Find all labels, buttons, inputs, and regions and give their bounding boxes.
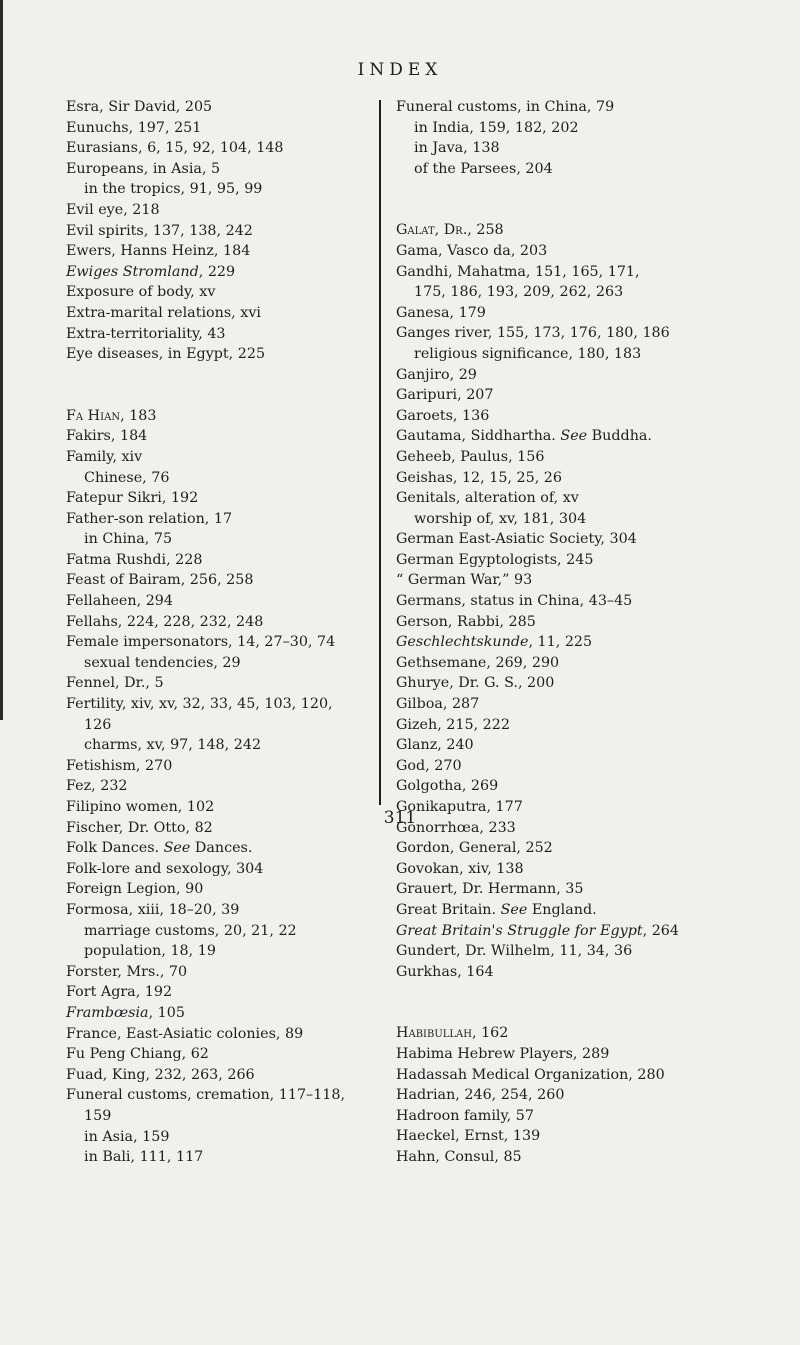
- index-entry: Ewers, Hanns Heinz, 184: [66, 243, 251, 260]
- index-entry: Gonorrhœa, 233: [396, 819, 516, 836]
- index-entry: Foreign Legion, 90: [66, 881, 204, 898]
- index-subentry: charms, xv, 97, 148, 242: [84, 737, 262, 754]
- index-entry: Forster, Mrs., 70: [66, 963, 188, 980]
- index-entry: Fellahs, 224, 228, 232, 248: [66, 613, 264, 630]
- index-entry: Fatepur Sikri, 192: [66, 490, 199, 507]
- index-entry: Formosa, xiii, 18–20, 39: [66, 901, 240, 918]
- index-entry: Extra-marital relations, xvi: [66, 304, 261, 321]
- index-entry: Gethsemane, 269, 290: [396, 654, 560, 671]
- index-entry: Exposure of body, xv: [66, 284, 216, 301]
- page-title: INDEX: [357, 60, 443, 80]
- index-entry: Gandhi, Mahatma, 151, 165, 171,: [396, 263, 640, 280]
- index-subentry: in India, 159, 182, 202: [414, 119, 579, 136]
- index-subentry: of the Parsees, 204: [414, 160, 553, 177]
- page-number: 311: [383, 808, 417, 828]
- section-gap: [396, 982, 734, 1023]
- index-entry: Galat, Dr., 258: [396, 222, 504, 239]
- index-entry: Eunuchs, 197, 251: [66, 119, 202, 136]
- index-entry: Fa Hian, 183: [66, 407, 157, 424]
- index-entry: Ghurye, Dr. G. S., 200: [396, 675, 555, 692]
- index-subentry: Chinese, 76: [84, 469, 170, 486]
- index-entry: “ German War,” 93: [396, 572, 533, 589]
- index-entry: Fort Agra, 192: [66, 984, 173, 1001]
- index-entry: Female impersonators, 14, 27–30, 74: [66, 634, 336, 651]
- index-entry: Esra, Sir David, 205: [66, 99, 213, 115]
- index-entry: Germans, status in China, 43–45: [396, 593, 633, 610]
- index-entry: Gilboa, 287: [396, 696, 480, 713]
- index-entry: Hadroon family, 57: [396, 1107, 534, 1124]
- index-entry: Great Britain's Struggle for Egypt, 264: [396, 922, 679, 939]
- index-subentry: 126: [84, 716, 112, 733]
- index-entry: German Egyptologists, 245: [396, 551, 594, 568]
- index-entry: Gizeh, 215, 222: [396, 716, 510, 733]
- column-divider: [379, 100, 381, 805]
- index-subentry: religious significance, 180, 183: [414, 345, 642, 362]
- index-entry: God, 270: [396, 757, 462, 774]
- index-subentry: population, 18, 19: [84, 943, 216, 960]
- index-entry: Funeral customs, cremation, 117–118,: [66, 1087, 346, 1104]
- section-gap: [396, 179, 734, 220]
- index-entry: Gurkhas, 164: [396, 963, 494, 980]
- index-entry: Funeral customs, in China, 79: [396, 99, 615, 115]
- index-entry: Extra-territoriality, 43: [66, 325, 226, 342]
- index-entry: Fuad, King, 232, 263, 266: [66, 1066, 255, 1083]
- index-entry: Folk-lore and sexology, 304: [66, 860, 264, 877]
- index-entry: Fischer, Dr. Otto, 82: [66, 819, 213, 836]
- index-subentry: sexual tendencies, 29: [84, 654, 241, 671]
- index-entry: France, East-Asiatic colonies, 89: [66, 1025, 304, 1042]
- index-entry: Fu Peng Chiang, 62: [66, 1046, 209, 1063]
- index-entry: Geheeb, Paulus, 156: [396, 448, 545, 465]
- index-entry: Ganjiro, 29: [396, 366, 477, 383]
- index-entry: Ewiges Stromland, 229: [66, 263, 236, 280]
- index-subentry: in Asia, 159: [84, 1128, 170, 1145]
- index-entry: Habibullah, 162: [396, 1025, 509, 1042]
- index-entry: Evil spirits, 137, 138, 242: [66, 222, 253, 239]
- index-subentry: in China, 75: [84, 531, 173, 548]
- index-entry: Feast of Bairam, 256, 258: [66, 572, 254, 589]
- index-entry: Fertility, xiv, xv, 32, 33, 45, 103, 120,: [66, 696, 333, 713]
- index-entry: Genitals, alteration of, xv: [396, 490, 579, 507]
- index-entry: Glanz, 240: [396, 737, 474, 754]
- index-entry: Fatma Rushdi, 228: [66, 551, 203, 568]
- index-entry: Golgotha, 269: [396, 778, 499, 795]
- index-entry: Filipino women, 102: [66, 799, 215, 815]
- index-entry: Gundert, Dr. Wilhelm, 11, 34, 36: [396, 943, 633, 960]
- index-subentry: in the tropics, 91, 95, 99: [84, 181, 263, 198]
- index-entry: Ganesa, 179: [396, 304, 486, 321]
- index-entry: Eye diseases, in Egypt, 225: [66, 346, 266, 363]
- index-entry: Europeans, in Asia, 5: [66, 160, 221, 177]
- index-entry: Family, xiv: [66, 448, 143, 465]
- index-entry: Geishas, 12, 15, 25, 26: [396, 469, 562, 486]
- index-entry: Grauert, Dr. Hermann, 35: [396, 881, 584, 898]
- index-entry: Govokan, xiv, 138: [396, 860, 524, 877]
- section-gap: [66, 365, 378, 406]
- index-entry: Folk Dances. See Dances.: [66, 840, 253, 857]
- index-subentry: worship of, xv, 181, 304: [414, 510, 587, 527]
- index-entry: Hadrian, 246, 254, 260: [396, 1087, 565, 1104]
- index-entry: Fetishism, 270: [66, 757, 173, 774]
- index-entry: Great Britain. See England.: [396, 901, 597, 918]
- index-entry: Habima Hebrew Players, 289: [396, 1045, 610, 1062]
- index-entry: Gautama, Siddhartha. See Buddha.: [396, 428, 652, 445]
- index-entry: Frambœsia, 105: [66, 1004, 185, 1021]
- index-entry: Fellaheen, 294: [66, 593, 173, 610]
- index-entry: Gama, Vasco da, 203: [396, 242, 548, 259]
- page-edge-shadow: [0, 0, 3, 720]
- index-entry: Garipuri, 207: [396, 387, 494, 404]
- index-entry: Evil eye, 218: [66, 201, 160, 218]
- index-entry: Father-son relation, 17: [66, 510, 233, 527]
- index-entry: Gonikaputra, 177: [396, 799, 523, 815]
- index-subentry: marriage customs, 20, 21, 22: [84, 922, 297, 939]
- index-subentry: in Bali, 111, 117: [84, 1149, 204, 1166]
- index-entry: Fennel, Dr., 5: [66, 675, 164, 692]
- index-subentry: in Java, 138: [414, 140, 500, 157]
- index-entry: Haeckel, Ernst, 139: [396, 1128, 541, 1145]
- index-entry: Eurasians, 6, 15, 92, 104, 148: [66, 140, 284, 157]
- index-column-right: [396, 97, 734, 1168]
- index-entry: Hadassah Medical Organization, 280: [396, 1066, 665, 1083]
- index-entry: Gordon, General, 252: [396, 840, 553, 857]
- index-entry: Garoets, 136: [396, 407, 490, 424]
- index-entry: Fakirs, 184: [66, 428, 148, 445]
- index-entry: Ganges river, 155, 173, 176, 180, 186: [396, 325, 670, 342]
- index-subentry: 159: [84, 1107, 112, 1124]
- index-entry: Gerson, Rabbi, 285: [396, 613, 536, 630]
- index-subentry: 175, 186, 193, 209, 262, 263: [414, 284, 624, 301]
- index-entry: Hahn, Consul, 85: [396, 1148, 522, 1165]
- index-entry: Fez, 232: [66, 778, 128, 795]
- index-entry: German East-Asiatic Society, 304: [396, 531, 637, 548]
- index-column-left: [66, 97, 378, 1168]
- index-entry: Geschlechtskunde, 11, 225: [396, 634, 593, 651]
